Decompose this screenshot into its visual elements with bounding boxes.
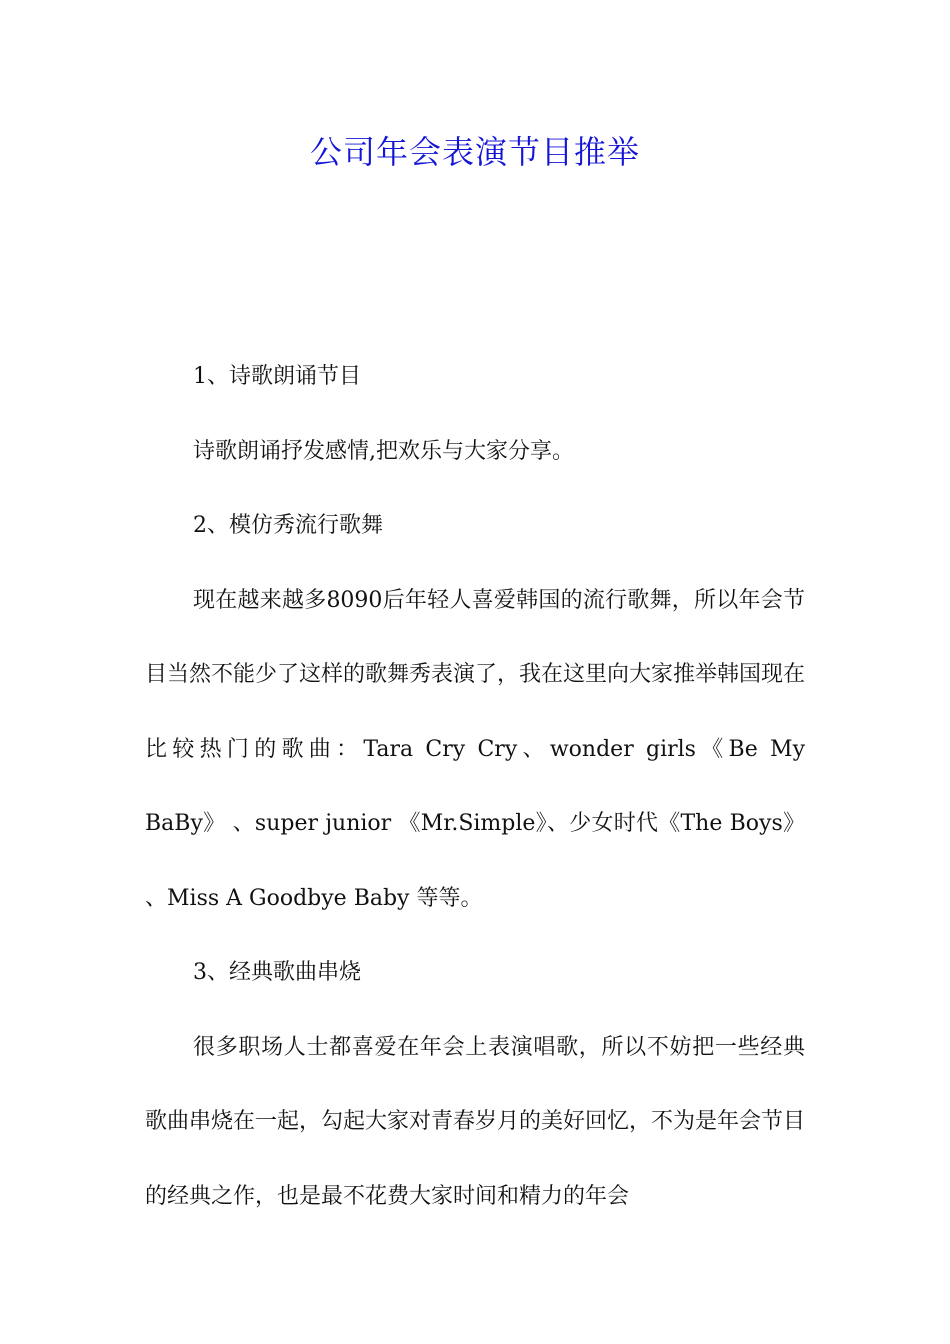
section-paragraph-1: 诗歌朗诵抒发感情,把欢乐与大家分享。 xyxy=(193,438,574,464)
section-heading-2: 2、模仿秀流行歌舞 xyxy=(193,513,383,538)
page-title: 公司年会表演节目推举 xyxy=(309,133,640,171)
section-heading-1: 1、诗歌朗诵节目 xyxy=(193,364,361,389)
section-paragraph-3: 很多职场人士都喜爱在年会上表演唱歌，所以不妨把一些经典歌曲串烧在一起，勾起大家对青春岁月的美好回忆，不为是年会节目的经典之作，也是最不花费大家时间和精力的年会 xyxy=(145,1034,806,1209)
document-body xyxy=(145,340,805,1234)
section-heading-3: 3、经典歌曲串烧 xyxy=(193,960,361,985)
section-paragraph-2: 现在越来越多8090后年轻人喜爱韩国的流行歌舞，所以年会节目当然不能少了这样的歌舞秀表演了，我在这里向大家推举韩国现在比较热门的歌曲：Tara Cry Cry、wonder girls《Be My BaBy》 、super junior 《Mr.Simple》、少女时代《The Boys》 、Miss A Goodbye Baby 等等。 xyxy=(145,587,806,911)
